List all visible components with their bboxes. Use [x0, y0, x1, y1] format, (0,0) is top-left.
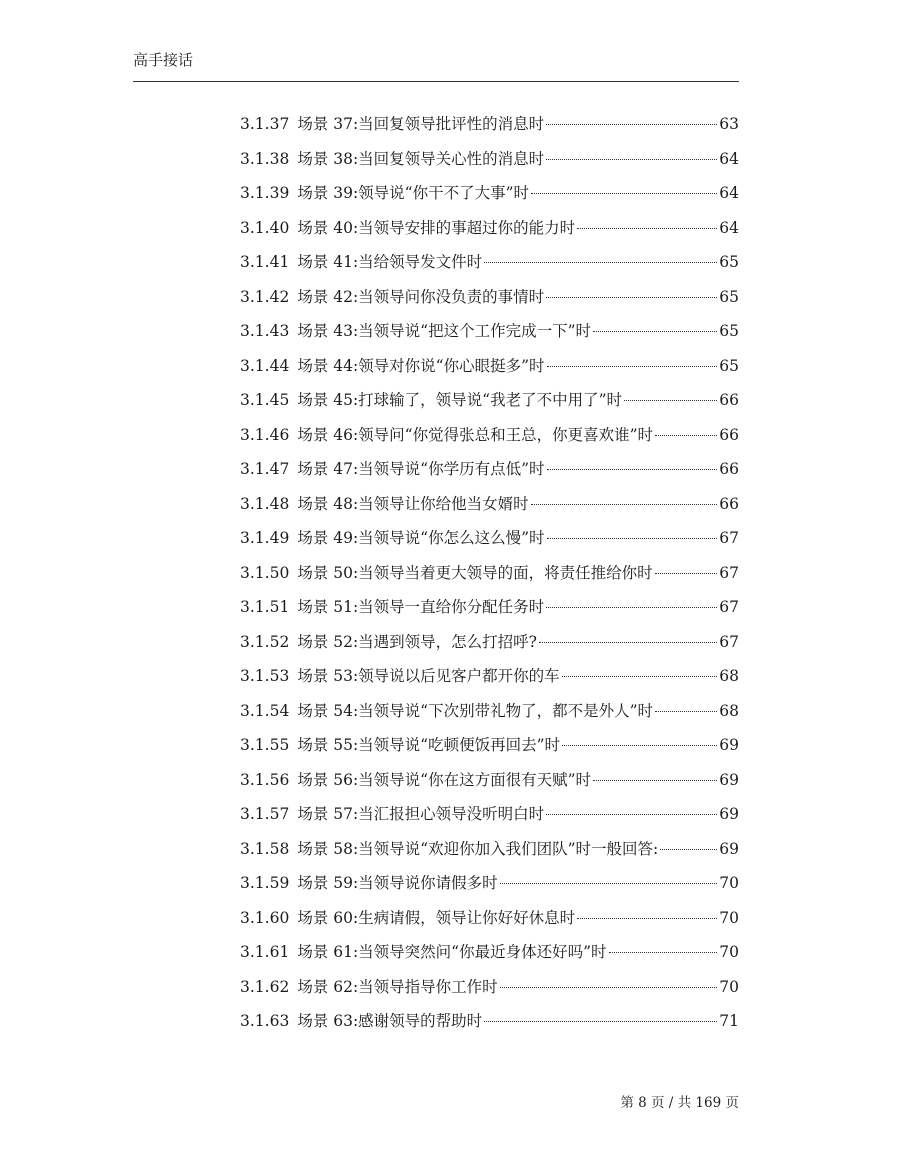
toc-entry[interactable]: [240, 492, 739, 527]
toc-dot-leader: [593, 331, 717, 332]
toc-entry-page-number: 65: [719, 253, 739, 271]
toc-entry-page-number: 66: [719, 494, 739, 513]
toc-entry-number: 3.1.59: [240, 874, 290, 892]
toc-entry[interactable]: [240, 147, 739, 182]
toc-dot-leader: [547, 469, 718, 470]
toc-entry-title: 场景 62:当领导指导你工作时: [297, 977, 498, 996]
toc-entry-title: 场景 59:当领导说你请假多时: [297, 874, 498, 892]
toc-entry-number: 3.1.43: [240, 322, 290, 340]
toc-entry-page-number: 66: [719, 425, 739, 444]
toc-entry-page-number: 68: [719, 701, 739, 720]
toc-dot-leader: [546, 814, 717, 815]
toc-entry[interactable]: [240, 216, 739, 251]
toc-dot-leader: [547, 538, 718, 539]
toc-entry-number: 3.1.53: [240, 667, 290, 685]
toc-dot-leader: [577, 918, 717, 919]
toc-entry-page-number: 67: [719, 529, 739, 547]
toc-dot-leader: [562, 676, 718, 677]
toc-entry-number: 3.1.54: [240, 701, 290, 720]
toc-dot-leader: [655, 435, 717, 436]
toc-entry-page-number: 70: [719, 908, 739, 927]
document-header-title: 高手接话: [133, 51, 194, 69]
toc-entry-title: 场景 40:当领导安排的事超过你的能力时: [297, 218, 576, 237]
page-number-footer: 第 8 页 / 共 169 页: [620, 1095, 739, 1111]
toc-entry-page-number: 70: [719, 977, 739, 996]
toc-dot-leader: [484, 1021, 717, 1022]
toc-entry-number: 3.1.55: [240, 736, 290, 754]
toc-entry-title: 场景 41:当给领导发文件时: [297, 253, 483, 271]
toc-entry-number: 3.1.48: [240, 494, 290, 513]
toc-entry-number: 3.1.46: [240, 425, 290, 444]
toc-entry-number: 3.1.37: [240, 115, 290, 133]
toc-entry[interactable]: [240, 526, 739, 561]
toc-entry-title: 场景 45:打球输了，领导说“我老了不中用了”时: [297, 391, 623, 409]
toc-entry[interactable]: [240, 354, 739, 389]
toc-entry-number: 3.1.52: [240, 632, 290, 651]
toc-entry-page-number: 70: [719, 874, 739, 892]
toc-entry-title: 场景 53:领导说以后见客户都开你的车: [297, 667, 560, 685]
toc-entry-number: 3.1.60: [240, 908, 290, 927]
toc-dot-leader: [660, 849, 717, 850]
toc-entry[interactable]: [240, 388, 739, 423]
toc-entry-page-number: 69: [719, 805, 739, 823]
toc-entry-number: 3.1.38: [240, 149, 290, 168]
toc-entry[interactable]: [240, 595, 739, 630]
toc-entry-title: 场景 58:当领导说“欢迎你加入我们团队”时一般回答:: [297, 839, 659, 858]
toc-entry-number: 3.1.42: [240, 287, 290, 306]
toc-entry-page-number: 67: [719, 563, 739, 582]
toc-dot-leader: [546, 297, 717, 298]
toc-dot-leader: [655, 573, 718, 574]
table-of-contents: [240, 112, 739, 1044]
toc-entry-page-number: 65: [719, 287, 739, 306]
toc-dot-leader: [624, 400, 717, 401]
toc-entry[interactable]: [240, 457, 739, 492]
toc-entry-title: 场景 49:当领导说“你怎么这么慢”时: [297, 529, 545, 547]
toc-dot-leader: [577, 228, 717, 229]
toc-entry-page-number: 67: [719, 598, 739, 616]
toc-entry[interactable]: [240, 630, 739, 665]
toc-entry-page-number: 66: [719, 391, 739, 409]
toc-entry[interactable]: [240, 871, 739, 906]
toc-entry-page-number: 65: [719, 322, 739, 340]
toc-entry-title: 场景 54:当领导说“下次别带礼物了，都不是外人”时: [297, 701, 654, 720]
toc-entry-page-number: 71: [719, 1012, 739, 1030]
toc-entry-number: 3.1.49: [240, 529, 290, 547]
toc-entry-title: 场景 57:当汇报担心领导没听明白时: [297, 805, 545, 823]
toc-entry-number: 3.1.62: [240, 977, 290, 996]
toc-entry-number: 3.1.39: [240, 184, 290, 202]
toc-entry-number: 3.1.58: [240, 839, 290, 858]
toc-dot-leader: [531, 504, 718, 505]
toc-dot-leader: [593, 780, 717, 781]
toc-entry-page-number: 69: [719, 770, 739, 789]
toc-entry-page-number: 69: [719, 736, 739, 754]
toc-entry-number: 3.1.41: [240, 253, 290, 271]
toc-entry-page-number: 64: [719, 218, 739, 237]
toc-entry-title: 场景 55:当领导说“吃顿便饭再回去”时: [297, 736, 561, 754]
toc-dot-leader: [500, 883, 718, 884]
toc-entry[interactable]: [240, 112, 739, 147]
toc-entry-title: 场景 52:当遇到领导，怎么打招呼?: [297, 632, 537, 651]
toc-entry-title: 场景 38:当回复领导关心性的消息时: [297, 149, 545, 168]
toc-entry-page-number: 69: [719, 839, 739, 858]
toc-entry-number: 3.1.61: [240, 943, 290, 961]
toc-entry-number: 3.1.56: [240, 770, 290, 789]
toc-entry[interactable]: [240, 423, 739, 458]
toc-dot-leader: [546, 607, 717, 608]
toc-entry-title: 场景 47:当领导说“你学历有点低”时: [297, 460, 545, 478]
toc-dot-leader: [609, 952, 718, 953]
toc-entry[interactable]: [240, 768, 739, 803]
toc-entry[interactable]: [240, 699, 739, 734]
toc-entry[interactable]: [240, 664, 739, 699]
toc-entry-number: 3.1.47: [240, 460, 290, 478]
toc-entry-page-number: 70: [719, 943, 739, 961]
toc-dot-leader: [562, 745, 717, 746]
toc-entry-title: 场景 39:领导说“你干不了大事”时: [297, 184, 530, 202]
toc-entry-page-number: 64: [719, 149, 739, 168]
toc-entry-page-number: 66: [719, 460, 739, 478]
toc-entry-title: 场景 50:当领导当着更大领导的面，将责任推给你时: [297, 563, 653, 582]
toc-entry-title: 场景 51:当领导一直给你分配任务时: [297, 598, 545, 616]
header-divider: [133, 81, 739, 82]
toc-entry[interactable]: [240, 1009, 739, 1044]
toc-entry-title: 场景 60:生病请假，领导让你好好休息时: [297, 908, 576, 927]
toc-entry[interactable]: [240, 837, 739, 872]
toc-entry-title: 场景 48:当领导让你给他当女婿时: [297, 494, 529, 513]
toc-dot-leader: [531, 193, 717, 194]
toc-entry-page-number: 65: [719, 356, 739, 375]
toc-dot-leader: [500, 987, 718, 988]
toc-entry[interactable]: [240, 181, 739, 216]
toc-dot-leader: [546, 159, 717, 160]
toc-entry-page-number: 68: [719, 667, 739, 685]
toc-dot-leader: [539, 642, 717, 643]
toc-entry[interactable]: [240, 733, 739, 768]
toc-entry-number: 3.1.51: [240, 598, 290, 616]
toc-entry-number: 3.1.63: [240, 1012, 290, 1030]
toc-entry[interactable]: [240, 561, 739, 596]
toc-entry[interactable]: [240, 975, 739, 1010]
toc-entry-title: 场景 46:领导问“你觉得张总和王总，你更喜欢谁”时: [297, 425, 654, 444]
toc-dot-leader: [655, 711, 717, 712]
toc-entry-title: 场景 63:感谢领导的帮助时: [297, 1012, 483, 1030]
toc-entry-title: 场景 61:当领导突然问“你最近身体还好吗”时: [297, 943, 607, 961]
toc-entry[interactable]: [240, 940, 739, 975]
toc-entry[interactable]: [240, 319, 739, 354]
toc-entry-page-number: 63: [719, 115, 739, 133]
toc-entry-number: 3.1.40: [240, 218, 290, 237]
toc-dot-leader: [484, 262, 717, 263]
toc-entry-number: 3.1.44: [240, 356, 290, 375]
toc-entry-number: 3.1.57: [240, 805, 290, 823]
toc-entry-title: 场景 42:当领导问你没负责的事情时: [297, 287, 545, 306]
toc-dot-leader: [547, 366, 718, 367]
toc-entry[interactable]: [240, 285, 739, 320]
toc-entry-number: 3.1.50: [240, 563, 290, 582]
toc-dot-leader: [546, 124, 717, 125]
toc-entry-title: 场景 44:领导对你说“你心眼挺多”时: [297, 356, 545, 375]
toc-entry-title: 场景 56:当领导说“你在这方面很有天赋”时: [297, 770, 592, 789]
toc-entry-title: 场景 37:当回复领导批评性的消息时: [297, 115, 545, 133]
toc-entry-page-number: 67: [719, 632, 739, 651]
toc-entry[interactable]: [240, 906, 739, 941]
toc-entry[interactable]: [240, 802, 739, 837]
toc-entry-page-number: 64: [719, 184, 739, 202]
toc-entry[interactable]: [240, 250, 739, 285]
toc-entry-number: 3.1.45: [240, 391, 290, 409]
toc-entry-title: 场景 43:当领导说“把这个工作完成一下”时: [297, 322, 592, 340]
